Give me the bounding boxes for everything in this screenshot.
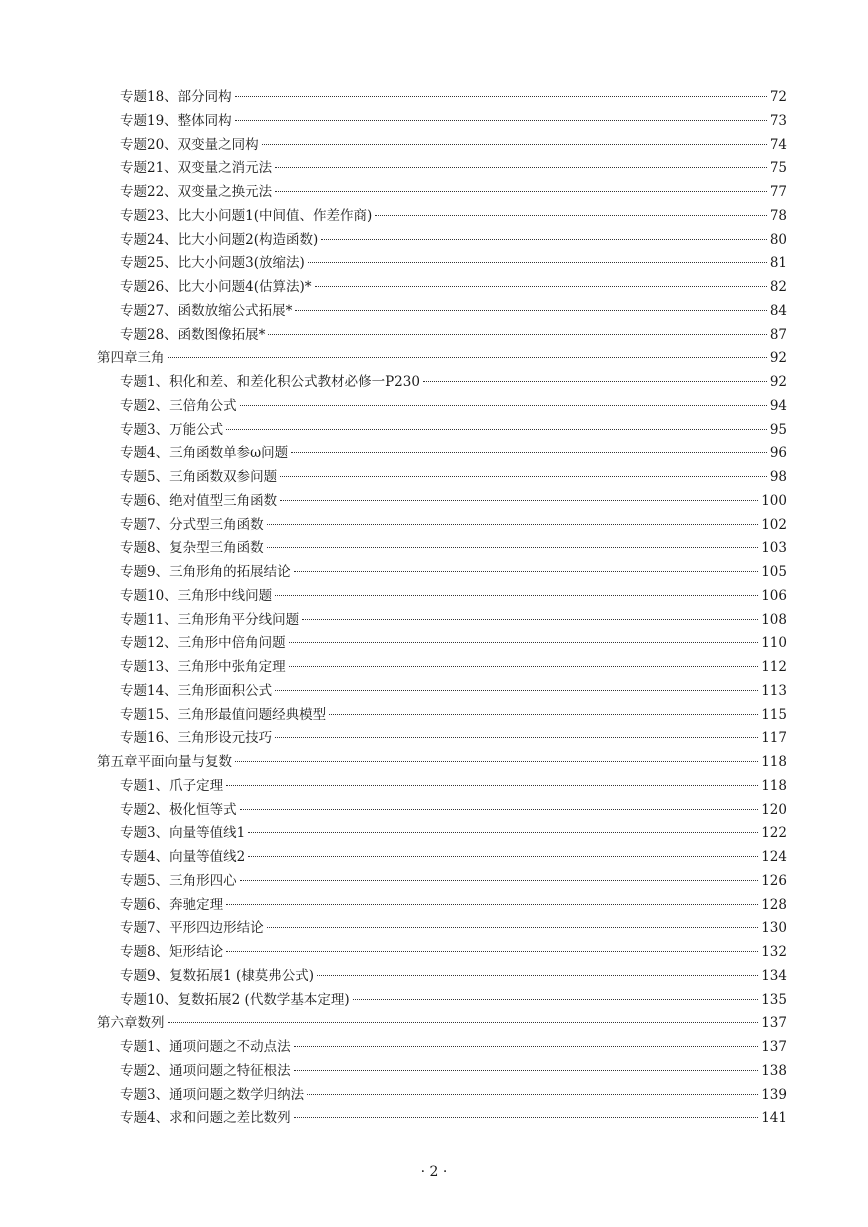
dot-leader	[226, 429, 767, 430]
toc-entry-title: 专题20、双变量之同构	[120, 136, 259, 153]
toc-entry-page: 137	[761, 1039, 787, 1055]
toc-entry-title: 专题6、绝对值型三角函数	[120, 492, 278, 509]
toc-topic-entry[interactable]	[97, 656, 787, 680]
toc-entry-page: 115	[761, 706, 787, 723]
toc-entry-page: 135	[761, 991, 787, 1008]
toc-entry-page: 84	[769, 302, 787, 319]
dot-leader	[267, 927, 759, 928]
toc-entry-title: 专题1、积化和差、和差化积公式教材必修一P230	[120, 374, 420, 390]
toc-entry-page: 75	[769, 160, 787, 177]
dot-leader	[353, 999, 759, 1000]
toc-entry-title: 专题1、通项问题之不动点法	[120, 1039, 291, 1055]
toc-entry-page: 72	[769, 89, 787, 105]
dot-leader	[226, 951, 758, 952]
toc-entry-page: 87	[769, 326, 787, 343]
dot-leader	[291, 452, 767, 453]
toc-entry-title: 专题22、双变量之换元法	[120, 184, 273, 200]
toc-topic-entry[interactable]	[97, 989, 787, 1013]
toc-topic-entry[interactable]	[97, 870, 787, 894]
dot-leader	[289, 642, 759, 643]
dot-leader	[375, 215, 767, 216]
toc-topic-entry[interactable]	[97, 822, 787, 846]
toc-entry-page: 118	[761, 777, 787, 794]
toc-entry-page: 100	[761, 492, 787, 509]
dot-leader	[226, 904, 758, 905]
toc-entry-page: 130	[761, 920, 787, 937]
toc-entry-title: 专题2、通项问题之特征根法	[120, 1062, 291, 1079]
toc-entry-title: 专题27、函数放缩公式拓展*	[120, 302, 293, 319]
toc-entry-title: 专题18、部分同构	[120, 89, 232, 105]
toc-entry-page: 108	[761, 611, 787, 628]
dot-leader	[280, 476, 767, 477]
toc-topic-entry[interactable]	[97, 799, 787, 823]
dot-leader	[275, 690, 758, 691]
dot-leader	[308, 262, 767, 263]
toc-entry-page: 110	[761, 635, 787, 652]
toc-topic-entry[interactable]	[97, 537, 787, 561]
dot-leader	[294, 571, 759, 572]
toc-entry-page: 81	[769, 255, 787, 272]
toc-topic-entry[interactable]	[97, 419, 787, 443]
dot-leader	[248, 832, 758, 833]
toc-entry-page: 80	[769, 231, 787, 248]
toc-entry-title: 专题10、复数拓展2 (代数学基本定理)	[120, 991, 350, 1008]
dot-leader	[267, 524, 759, 525]
toc-entry-page: 141	[761, 1110, 787, 1127]
toc-topic-entry[interactable]	[97, 181, 787, 205]
toc-entry-page: 77	[769, 184, 787, 200]
dot-leader	[302, 619, 758, 620]
toc-chapter-entry[interactable]	[97, 751, 787, 775]
dot-leader	[289, 666, 759, 667]
dot-leader	[317, 975, 758, 976]
dot-leader	[329, 714, 758, 715]
toc-entry-title: 第五章平面向量与复数	[97, 754, 232, 770]
toc-topic-entry[interactable]	[97, 941, 787, 965]
toc-entry-title: 专题2、三倍角公式	[120, 397, 237, 414]
toc-entry-title: 专题21、双变量之消元法	[120, 160, 273, 177]
dot-leader	[262, 144, 767, 145]
toc-entry-title: 专题6、奔驰定理	[120, 896, 224, 913]
dot-leader	[275, 595, 758, 596]
dot-leader	[240, 809, 759, 810]
toc-entry-page: 128	[761, 896, 787, 913]
toc-entry-title: 第六章数列	[97, 1015, 165, 1032]
dot-leader	[168, 1022, 759, 1023]
toc-entry-title: 专题26、比大小问题4(估算法)*	[120, 279, 312, 295]
toc-entry-title: 专题3、向量等值线1	[120, 825, 246, 842]
toc-topic-entry[interactable]	[97, 490, 787, 514]
toc-entry-title: 专题1、爪子定理	[120, 777, 224, 794]
toc-entry-title: 专题14、三角形面积公式	[120, 682, 273, 699]
toc-topic-entry[interactable]	[97, 205, 787, 229]
dot-leader	[294, 1117, 759, 1118]
toc-topic-entry[interactable]	[97, 704, 787, 728]
toc-entry-page: 106	[761, 587, 787, 604]
toc-topic-entry[interactable]	[97, 917, 787, 941]
toc-entry-title: 专题11、三角形角平分线问题	[120, 611, 300, 628]
dot-leader	[267, 547, 759, 548]
toc-entry-page: 95	[769, 421, 787, 438]
toc-topic-entry[interactable]	[97, 514, 787, 538]
toc-entry-page: 96	[769, 445, 787, 462]
toc-topic-entry[interactable]	[97, 775, 787, 799]
toc-entry-title: 专题8、复杂型三角函数	[120, 540, 264, 557]
toc-entry-title: 专题24、比大小问题2(构造函数)	[120, 231, 319, 248]
toc-entry-page: 73	[769, 112, 787, 129]
toc-topic-entry[interactable]	[97, 1107, 787, 1131]
dot-leader	[294, 1070, 759, 1071]
toc-entry-title: 专题8、矩形结论	[120, 944, 224, 960]
toc-entry-page: 138	[761, 1062, 787, 1079]
toc-entry-page: 74	[769, 136, 787, 153]
toc-entry-page: 122	[761, 825, 787, 842]
toc-entry-title: 专题10、三角形中线问题	[120, 587, 273, 604]
toc-topic-entry[interactable]	[97, 965, 787, 989]
toc-entry-title: 专题15、三角形最值问题经典模型	[120, 706, 327, 723]
dot-leader	[235, 761, 758, 762]
dot-leader	[268, 334, 766, 335]
dot-leader	[248, 856, 758, 857]
toc-topic-entry[interactable]	[97, 1084, 787, 1108]
toc-entry-title: 专题4、向量等值线2	[120, 849, 246, 865]
toc-entry-title: 专题2、极化恒等式	[120, 801, 237, 818]
toc-entry-title: 专题19、整体同构	[120, 112, 232, 129]
toc-entry-title: 专题3、万能公式	[120, 421, 224, 438]
toc-topic-entry[interactable]	[97, 157, 787, 181]
toc-entry-page: 139	[761, 1086, 787, 1103]
toc-entry-page: 132	[761, 944, 787, 960]
toc-entry-page: 92	[769, 350, 787, 367]
toc-entry-title: 专题4、求和问题之差比数列	[120, 1110, 291, 1127]
dot-leader	[235, 96, 767, 97]
toc-entry-title: 专题13、三角形中张角定理	[120, 659, 286, 675]
toc-entry-title: 专题25、比大小问题3(放缩法)	[120, 255, 305, 272]
toc-entry-page: 137	[761, 1015, 787, 1032]
toc-chapter-entry[interactable]	[97, 1012, 787, 1036]
dot-leader	[240, 880, 759, 881]
toc-topic-entry[interactable]	[97, 609, 787, 633]
dot-leader	[168, 357, 767, 358]
dot-leader	[275, 737, 758, 738]
toc-topic-entry[interactable]	[97, 110, 787, 134]
toc-topic-entry[interactable]	[97, 252, 787, 276]
toc-entry-title: 专题4、三角函数单参ω问题	[120, 445, 289, 462]
dot-leader	[280, 500, 758, 501]
toc-topic-entry[interactable]	[97, 727, 787, 751]
toc-entry-title: 专题9、复数拓展1 (棣莫弗公式)	[120, 967, 315, 984]
dot-leader	[226, 785, 758, 786]
toc-entry-page: 112	[761, 659, 787, 675]
page-number: · 2 ·	[420, 1164, 448, 1180]
toc-entry-title: 专题23、比大小问题1(中间值、作差作商)	[120, 207, 373, 224]
toc-entry-page: 117	[761, 730, 787, 747]
toc-entry-title: 专题5、三角形四心	[120, 872, 237, 889]
toc-topic-entry[interactable]	[97, 134, 787, 158]
toc-topic-entry[interactable]	[97, 395, 787, 419]
toc-entry-page: 118	[761, 754, 787, 770]
dot-leader	[275, 167, 767, 168]
toc-entry-page: 92	[769, 374, 787, 390]
toc-topic-entry[interactable]	[97, 1036, 787, 1060]
toc-entry-page: 78	[769, 207, 787, 224]
toc-entry-title: 专题28、函数图像拓展*	[120, 326, 266, 343]
toc-entry-title: 专题7、分式型三角函数	[120, 516, 264, 533]
toc-entry-page: 126	[761, 872, 787, 889]
dot-leader	[240, 405, 767, 406]
toc-topic-entry[interactable]	[97, 276, 787, 300]
toc-entry-title: 专题16、三角形设元技巧	[120, 730, 273, 747]
toc-topic-entry[interactable]	[97, 1060, 787, 1084]
toc-topic-entry[interactable]	[97, 561, 787, 585]
toc-entry-title: 第四章三角	[97, 350, 165, 367]
dot-leader	[294, 1046, 759, 1047]
toc-topic-entry[interactable]	[97, 632, 787, 656]
toc-entry-page: 102	[761, 516, 787, 533]
toc-topic-entry[interactable]	[97, 680, 787, 704]
toc-topic-entry[interactable]	[97, 894, 787, 918]
dot-leader	[275, 191, 767, 192]
toc-entry-title: 专题12、三角形中倍角问题	[120, 635, 286, 652]
toc-topic-entry[interactable]	[97, 324, 787, 348]
toc-entry-page: 82	[769, 279, 787, 295]
toc-topic-entry[interactable]	[97, 371, 787, 395]
table-of-contents	[97, 86, 787, 1131]
toc-entry-page: 134	[761, 967, 787, 984]
toc-entry-page: 105	[761, 564, 787, 580]
toc-entry-page: 120	[761, 801, 787, 818]
dot-leader	[295, 310, 766, 311]
toc-entry-page: 103	[761, 540, 787, 557]
toc-entry-page: 124	[761, 849, 787, 865]
toc-entry-page: 94	[769, 397, 787, 414]
toc-entry-title: 专题9、三角形角的拓展结论	[120, 564, 291, 580]
toc-topic-entry[interactable]	[97, 846, 787, 870]
dot-leader	[315, 286, 767, 287]
dot-leader	[423, 381, 767, 382]
toc-entry-page: 98	[769, 469, 787, 485]
toc-topic-entry[interactable]	[97, 466, 787, 490]
toc-topic-entry[interactable]	[97, 86, 787, 110]
dot-leader	[235, 120, 767, 121]
toc-chapter-entry[interactable]	[97, 347, 787, 371]
toc-topic-entry[interactable]	[97, 229, 787, 253]
toc-topic-entry[interactable]	[97, 585, 787, 609]
dot-leader	[307, 1094, 758, 1095]
toc-entry-title: 专题5、三角函数双参问题	[120, 469, 278, 485]
dot-leader	[321, 239, 767, 240]
toc-topic-entry[interactable]	[97, 300, 787, 324]
toc-entry-title: 专题7、平形四边形结论	[120, 920, 264, 937]
toc-entry-title: 专题3、通项问题之数学归纳法	[120, 1086, 305, 1103]
toc-topic-entry[interactable]	[97, 442, 787, 466]
toc-entry-page: 113	[761, 682, 787, 699]
